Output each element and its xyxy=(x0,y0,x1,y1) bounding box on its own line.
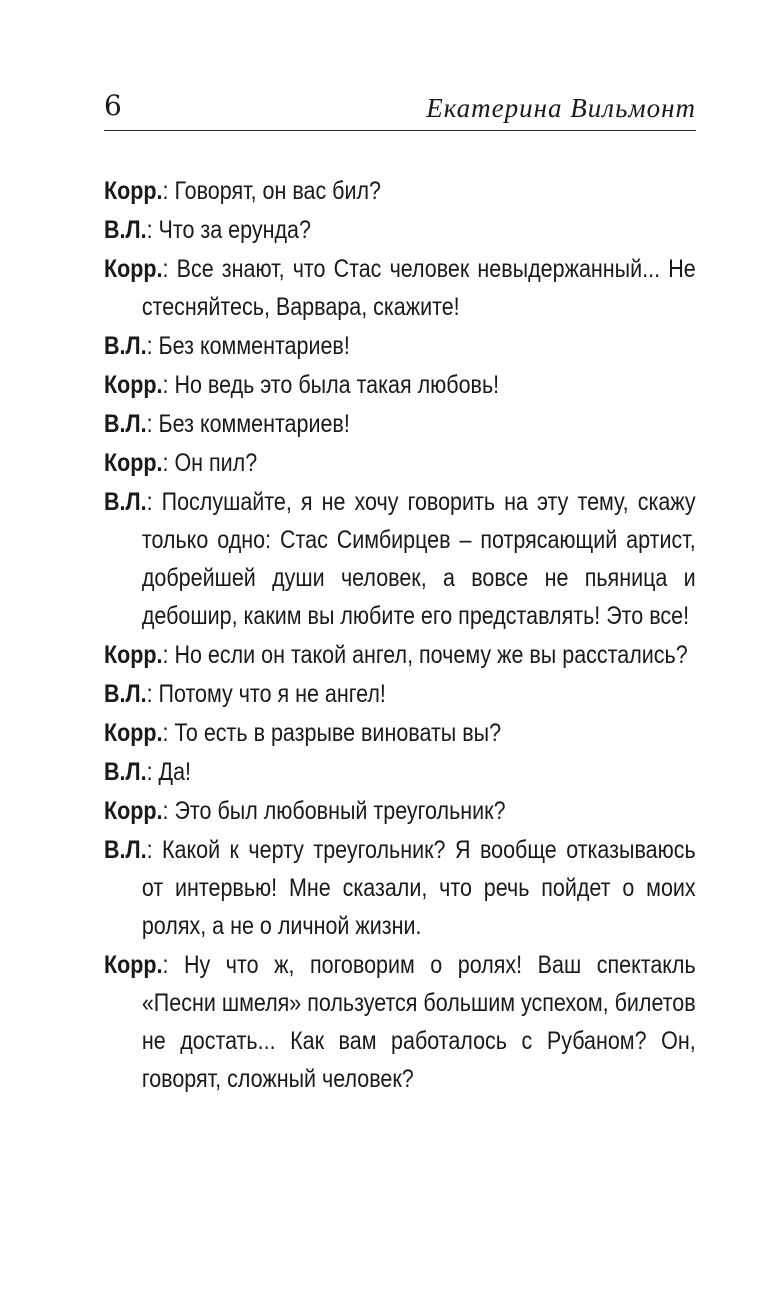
dialogue-line xyxy=(104,211,696,249)
dialogue-line xyxy=(104,946,696,1098)
line-text: : Что за ерунда? xyxy=(146,216,311,244)
speaker-label: Корр. xyxy=(104,255,163,283)
dialogue-line xyxy=(104,831,696,945)
speaker-label: В.Л. xyxy=(104,758,147,786)
speaker-label: Корр. xyxy=(104,177,163,205)
speaker-label: Корр. xyxy=(104,641,163,669)
speaker-label: В.Л. xyxy=(104,216,147,244)
line-text: : Но ведь это была такая любовь! xyxy=(162,371,500,399)
line-text: : Без комментариев! xyxy=(146,410,350,438)
dialogue-line xyxy=(104,327,696,365)
speaker-label: Корр. xyxy=(104,797,163,825)
line-text: : Без комментариев! xyxy=(146,332,350,360)
dialogue-line xyxy=(104,792,696,830)
line-text: : То есть в разрыве виноваты вы? xyxy=(162,719,502,747)
line-text: : Говорят, он вас бил? xyxy=(162,177,382,205)
speaker-label: В.Л. xyxy=(104,410,147,438)
dialogue-line xyxy=(104,636,696,674)
dialogue-line xyxy=(104,405,696,443)
line-text: : Он пил? xyxy=(162,449,258,477)
line-text: : Это был любовный треугольник? xyxy=(162,797,506,825)
line-text: : Послушайте, я не хочу говорить на эту тему, скажу только одно: Стас Симбирцев – потрясающий артист, добрейшей души человек, а вовсе не пьяница и дебошир, каким вы любите его представлять! Это все! xyxy=(141,488,696,630)
dialogue-line xyxy=(104,172,696,210)
page-number: 6 xyxy=(104,89,122,122)
line-text: : Потому что я не ангел! xyxy=(146,680,386,708)
running-title: Екатерина Вильмонт xyxy=(426,93,696,123)
dialogue-line xyxy=(104,366,696,404)
speaker-label: Корр. xyxy=(104,719,163,747)
speaker-label: Корр. xyxy=(104,449,163,477)
dialogue-line xyxy=(104,444,696,482)
page-header xyxy=(104,84,696,131)
speaker-label: В.Л. xyxy=(104,332,147,360)
dialogue-list xyxy=(104,172,696,1098)
speaker-label: Корр. xyxy=(104,371,163,399)
dialogue-line xyxy=(104,714,696,752)
dialogue-line xyxy=(104,483,696,635)
speaker-label: В.Л. xyxy=(104,836,147,864)
line-text: : Какой к черту треугольник? Я вообще отказываюсь от интервью! Мне сказали, что речь пойдет о моих ролях, а не о личной жизни. xyxy=(141,836,696,940)
line-text: : Все знают, что Стас человек невыдержанный... Не стесняйтесь, Варвара, скажите! xyxy=(141,255,696,321)
speaker-label: Корр. xyxy=(104,951,163,979)
dialogue-line xyxy=(104,753,696,791)
speaker-label: В.Л. xyxy=(104,488,147,516)
line-text: : Но если он такой ангел, почему же вы расстались? xyxy=(162,641,688,669)
dialogue-line xyxy=(104,250,696,326)
dialogue-line xyxy=(104,675,696,713)
line-text: : Ну что ж, поговорим о ролях! Ваш спектакль «Песни шмеля» пользуется большим успехом, билетов не достать... Как вам работалось с Рубаном? Он, говорят, сложный человек? xyxy=(141,951,696,1093)
speaker-label: В.Л. xyxy=(104,680,147,708)
dialogue-text xyxy=(104,172,696,1099)
line-text: : Да! xyxy=(146,758,192,786)
